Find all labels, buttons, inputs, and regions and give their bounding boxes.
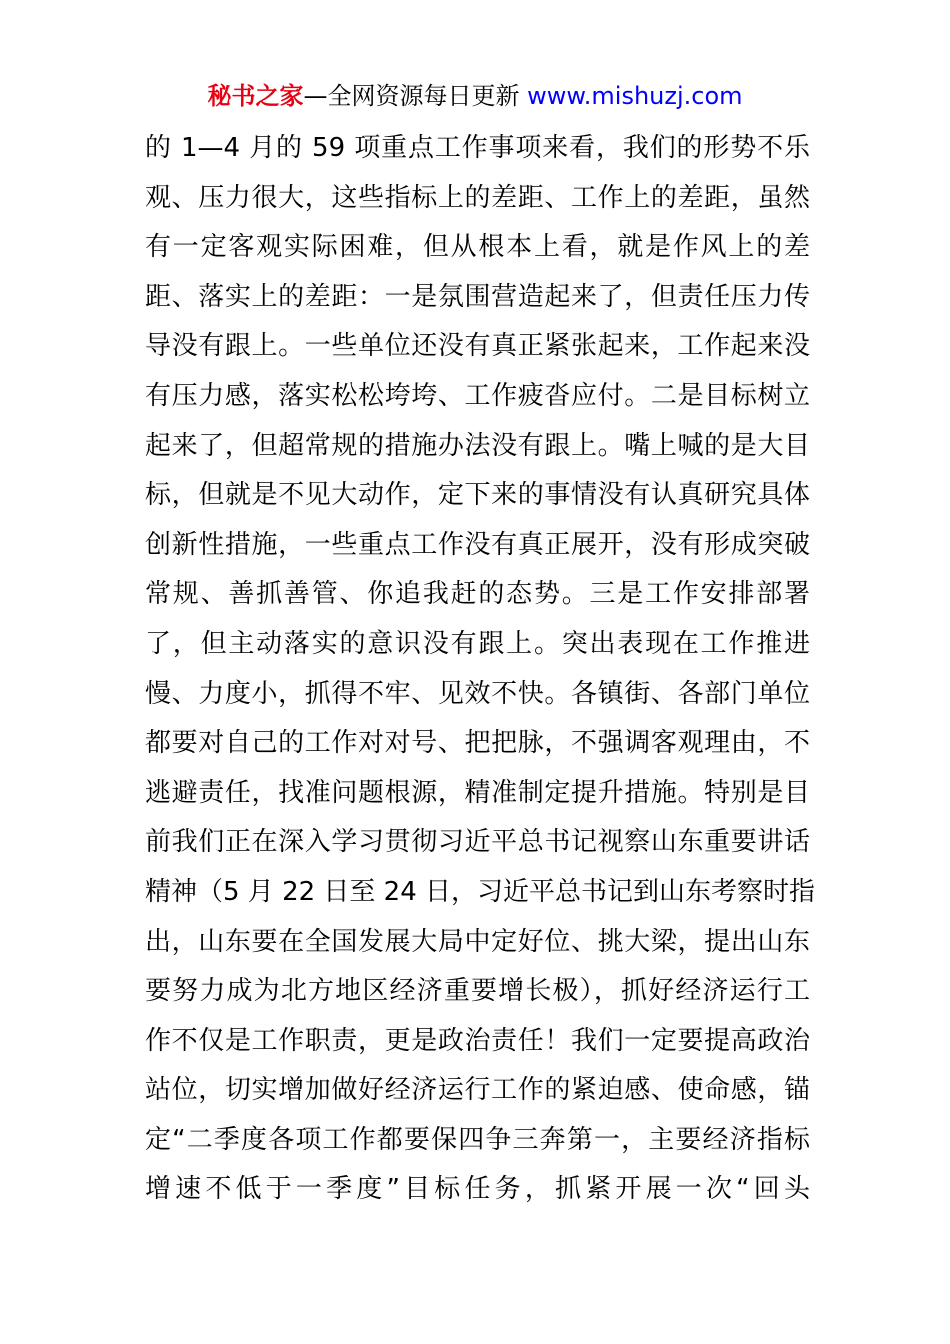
text-line: 创新性措施，一些重点工作没有真正展开，没有形成突破 xyxy=(145,529,810,560)
text-line: 观、压力很大，这些指标上的差距、工作上的差距，虽然 xyxy=(145,182,810,213)
site-url-link[interactable]: www.mishuzj.com xyxy=(527,82,743,110)
page-header xyxy=(0,80,950,112)
text-line: 要努力成为北方地区经济重要增长极），抓好经济运行工 xyxy=(145,976,810,1007)
text-line: 前我们正在深入学习贯彻习近平总书记视察山东重要讲话 xyxy=(145,827,810,858)
text-line: 的 1—4 月的 59 项重点工作事项来看，我们的形势不乐 xyxy=(145,133,810,163)
text-line: 慢、力度小，抓得不牢、见效不快。各镇街、各部门单位 xyxy=(145,678,810,709)
text-line: 定“二季度各项工作都要保四争三奔第一，主要经济指标 xyxy=(145,1124,810,1155)
text-line: 逃避责任，找准问题根源，精准制定提升措施。特别是目 xyxy=(145,777,810,808)
text-line: 作不仅是工作职责，更是政治责任！我们一定要提高政治 xyxy=(145,1025,810,1056)
text-line: 距、落实上的差距：一是氛围营造起来了，但责任压力传 xyxy=(145,281,810,312)
header-tagline: —全网资源每日更新 xyxy=(303,82,528,110)
text-line: 有一定客观实际困难，但从根本上看，就是作风上的差 xyxy=(145,232,810,263)
text-line: 了，但主动落实的意识没有跟上。突出表现在工作推进 xyxy=(145,628,810,659)
text-line: 导没有跟上。一些单位还没有真正紧张起来，工作起来没 xyxy=(145,331,810,362)
text-line: 都要对自己的工作对对号、把把脉，不强调客观理由，不 xyxy=(145,728,810,759)
brand-name: 秘书之家 xyxy=(207,82,304,110)
text-line: 增速不低于一季度”目标任务，抓紧开展一次“回头 xyxy=(145,1174,810,1205)
text-line: 精神（5 月 22 日至 24 日，习近平总书记到山东考察时指 xyxy=(145,876,816,907)
text-line: 出，山东要在全国发展大局中定好位、挑大梁，提出山东 xyxy=(145,926,810,957)
text-line: 常规、善抓善管、你追我赶的态势。三是工作安排部署 xyxy=(145,579,810,610)
document-body xyxy=(145,124,816,1215)
text-line: 起来了，但超常规的措施办法没有跟上。嘴上喊的是大目 xyxy=(145,430,810,461)
text-line: 站位，切实增加做好经济运行工作的紧迫感、使命感，锚 xyxy=(145,1075,810,1106)
text-line: 标，但就是不见大动作，定下来的事情没有认真研究具体 xyxy=(145,480,810,511)
text-line: 有压力感，落实松松垮垮、工作疲沓应付。二是目标树立 xyxy=(145,380,810,411)
